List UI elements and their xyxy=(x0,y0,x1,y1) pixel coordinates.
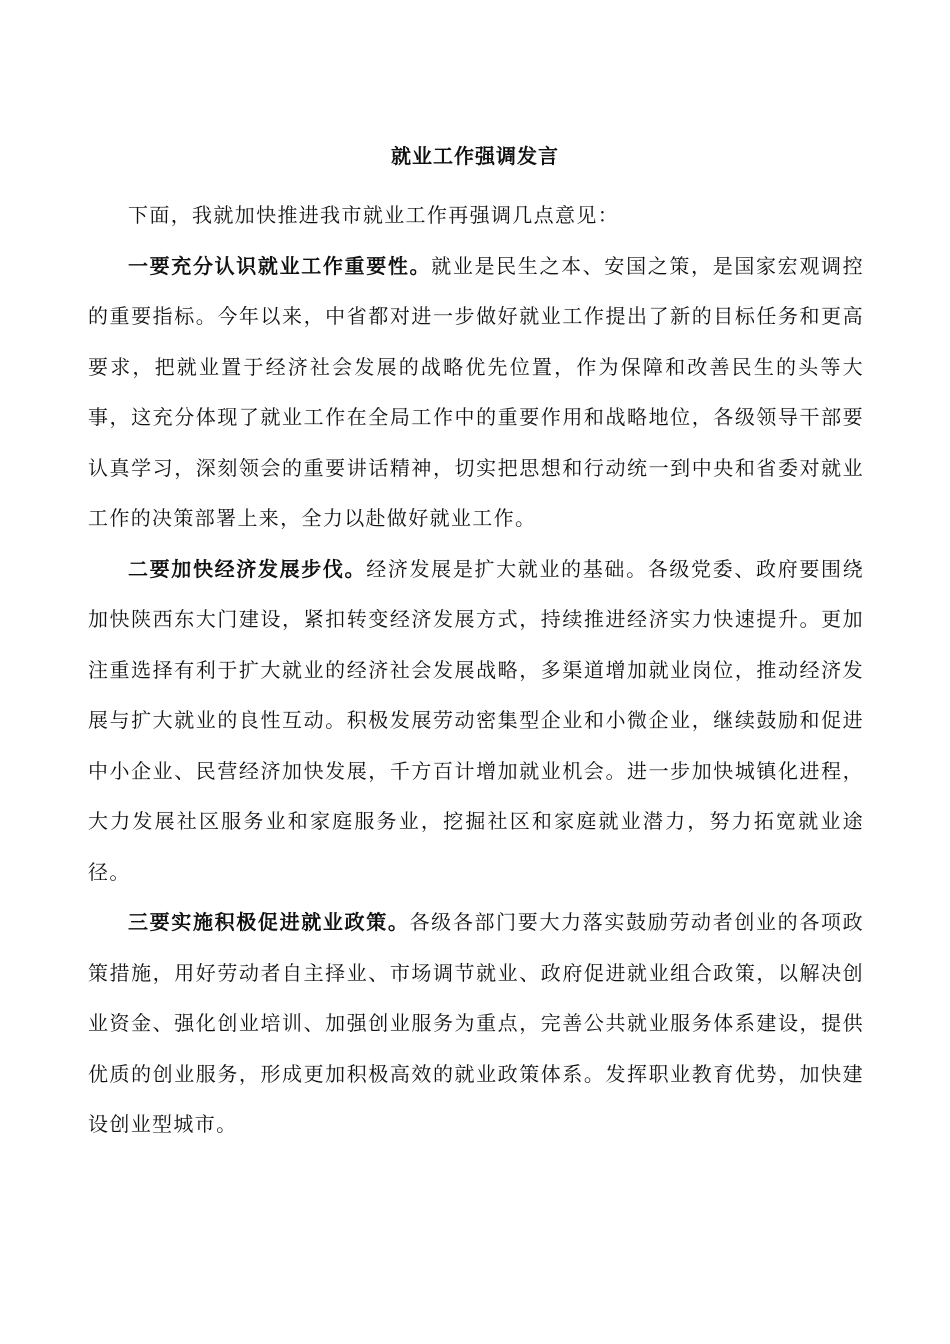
section-2-lead: 二要加快经济发展步伐。 xyxy=(128,556,367,581)
section-1-lead: 一要充分认识就业工作重要性。 xyxy=(128,253,432,278)
section-3-lead: 三要实施积极促进就业政策。 xyxy=(128,910,410,934)
section-1-text: 就业是民生之本、安国之策，是国家宏观调控的重要指标。今年以来，中省都对进一步做好就业工作提出了新的目标任务和更高要求，把就业置于经济社会发展的战略优先位置，作为保障和改善民生的头等大事，这充分体现了就业工作在全局工作中的重要作用和战略地位，各级领导干部要认真学习，深刻领会的重要讲话精神，切实把思想和行动统一到中央和省委对就业工作的决策部署上来，全力以赴做好就业工作。 xyxy=(88,253,864,530)
section-2-paragraph xyxy=(88,544,864,898)
document-body xyxy=(88,190,864,1150)
section-3-text: 各级各部门要大力落实鼓励劳动者创业的各项政策措施，用好劳动者自主择业、市场调节就业、政府促进就业组合政策，以解决创业资金、强化创业培训、加强创业服务为重点，完善公共就业服务体系建设，提供优质的创业服务，形成更加积极高效的就业政策体系。发挥职业教育优势，加快建设创业型城市。 xyxy=(88,910,864,1136)
section-3-paragraph xyxy=(88,897,864,1150)
intro-paragraph: 下面，我就加快推进我市就业工作再强调几点意见： xyxy=(128,203,620,227)
document-title: 就业工作强调发言 xyxy=(391,144,559,168)
section-1-paragraph xyxy=(88,241,864,544)
section-2-text: 经济发展是扩大就业的基础。各级党委、政府要围绕加快陕西东大门建设，紧扣转变经济发展方式，持续推进经济实力快速提升。更加注重选择有利于扩大就业的经济社会发展战略，多渠道增加就业岗位，推动经济发展与扩大就业的良性互动。积极发展劳动密集型企业和小微企业，继续鼓励和促进中小企业、民营经济加快发展，千方百计增加就业机会。进一步加快城镇化进程，大力发展社区服务业和家庭服务业，挖掘社区和家庭就业潜力，努力拓宽就业途径。 xyxy=(88,556,864,884)
